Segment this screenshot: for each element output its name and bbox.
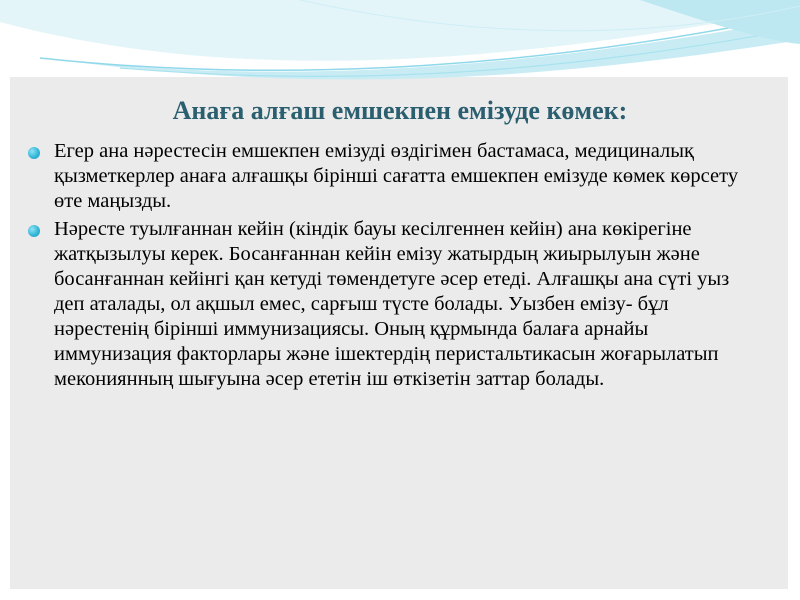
bullet-list [28, 139, 763, 395]
bullet-text: Егер ана нәрестесін емшекпен емізуді өздігімен бастамаса, медициналық қызметкерлер анаға алғашқы бірінші сағатта емшекпен емізуде көмек көрсету өте маңызды. [54, 140, 739, 212]
bullet-item [28, 217, 763, 392]
slide-title: Анаға алғаш емшекпен емізуде көмек: [172, 96, 628, 125]
bullet-text: Нәресте туылғаннан кейін (кіндік бауы кесілгеннен кейін) ана көкірегіне жатқызылуы керек. Босанғаннан кейін емізу жатырдың жиырылуын және босанғаннан кейінгі қан кетуді төмендетуге әсер етеді. Алғашқы ана сүті уыз деп аталады, ол ақшыл емес, сарғыш түсте болады. Уызбен емізу- бұл нәрестенің бірінші иммунизациясы. Оның құрмында балаға арнайы иммунизация факторлары және ішектердің перистальтикасын жоғарылатып мекониянның шығуына әсер ететін іш өткізетін заттар болады. [54, 218, 730, 390]
bullet-dot-icon [28, 225, 40, 237]
bullet-item [28, 139, 763, 214]
bullet-dot-icon [28, 147, 40, 159]
top-wave-decoration [0, 0, 800, 90]
